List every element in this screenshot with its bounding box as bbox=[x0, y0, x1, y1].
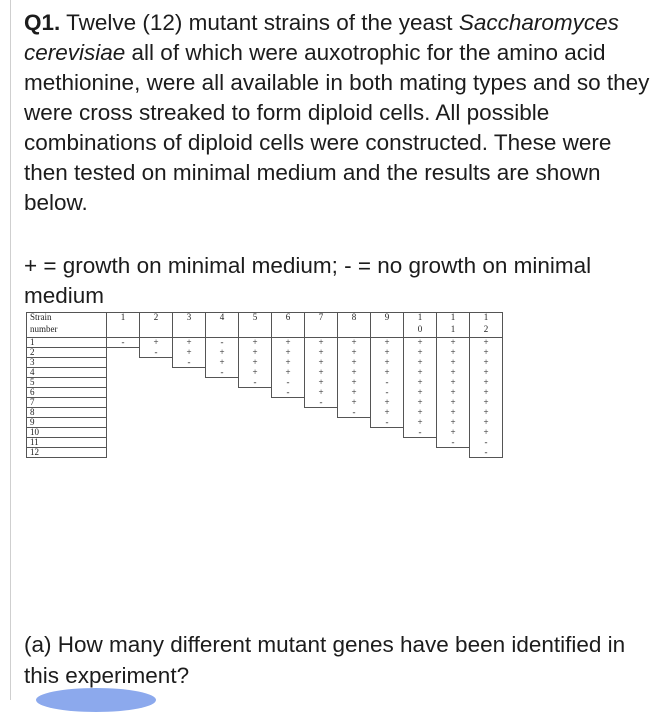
table-cell: + bbox=[239, 338, 272, 348]
table-row bbox=[27, 368, 503, 378]
table-cell bbox=[173, 418, 206, 428]
table-cell: + bbox=[239, 368, 272, 378]
table-cell bbox=[206, 398, 239, 408]
table-cell bbox=[107, 408, 140, 418]
table-row bbox=[27, 338, 503, 348]
table-cell bbox=[239, 418, 272, 428]
table-cell: + bbox=[305, 338, 338, 348]
table-cell: + bbox=[404, 388, 437, 398]
table-cell: + bbox=[272, 348, 305, 358]
table-cell: + bbox=[404, 368, 437, 378]
table-cell bbox=[107, 368, 140, 378]
table-cell bbox=[272, 408, 305, 418]
table-cell: - bbox=[140, 348, 173, 358]
table-row bbox=[27, 348, 503, 358]
table-cell: + bbox=[239, 348, 272, 358]
table-cell: + bbox=[470, 428, 503, 438]
table-cell: + bbox=[437, 338, 470, 348]
table-cell bbox=[107, 378, 140, 388]
sub-question-a: (a) How many different mutant genes have been identified in this experiment? bbox=[24, 632, 626, 688]
table-cell: + bbox=[404, 418, 437, 428]
table-cell: - bbox=[173, 358, 206, 368]
table-cell bbox=[107, 418, 140, 428]
table-cell bbox=[305, 438, 338, 448]
table-cell bbox=[173, 388, 206, 398]
table-cell bbox=[140, 358, 173, 368]
row-label: 7 bbox=[27, 398, 107, 408]
row-label: 1 bbox=[27, 338, 107, 348]
table-cell: + bbox=[470, 338, 503, 348]
table-cell: + bbox=[272, 358, 305, 368]
row-label: 2 bbox=[27, 348, 107, 358]
column-header-bottom bbox=[338, 325, 371, 338]
table-cell: + bbox=[404, 378, 437, 388]
table-cell bbox=[107, 398, 140, 408]
row-label: 3 bbox=[27, 358, 107, 368]
row-label: 5 bbox=[27, 378, 107, 388]
row-label: 4 bbox=[27, 368, 107, 378]
question-text bbox=[24, 8, 654, 218]
table-row bbox=[27, 388, 503, 398]
column-header-top: 1 bbox=[470, 313, 503, 326]
row-label: 12 bbox=[27, 448, 107, 458]
table-cell bbox=[272, 398, 305, 408]
table-cell bbox=[305, 448, 338, 458]
table-row bbox=[27, 378, 503, 388]
table-cell: + bbox=[470, 408, 503, 418]
table-cell: - bbox=[305, 398, 338, 408]
table-cell: - bbox=[470, 438, 503, 448]
table-cell bbox=[239, 388, 272, 398]
table-cell bbox=[305, 428, 338, 438]
table-cell bbox=[140, 378, 173, 388]
table-cell: + bbox=[437, 428, 470, 438]
table-cell bbox=[206, 438, 239, 448]
table-cell bbox=[107, 358, 140, 368]
table-cell bbox=[206, 408, 239, 418]
table-cell: + bbox=[437, 418, 470, 428]
table-cell bbox=[338, 438, 371, 448]
table-cell: + bbox=[470, 368, 503, 378]
table-cell: - bbox=[338, 408, 371, 418]
table-cell bbox=[206, 418, 239, 428]
column-header-bottom bbox=[107, 325, 140, 338]
column-header-top: 1 bbox=[404, 313, 437, 326]
table-cell: + bbox=[437, 348, 470, 358]
table-cell bbox=[140, 428, 173, 438]
table-cell: + bbox=[470, 348, 503, 358]
table-cell: + bbox=[470, 378, 503, 388]
table-cell: + bbox=[437, 378, 470, 388]
table-cell: + bbox=[338, 348, 371, 358]
table-cell: + bbox=[338, 398, 371, 408]
table-cell: - bbox=[272, 378, 305, 388]
table-cell bbox=[140, 418, 173, 428]
column-header-bottom: 1 bbox=[437, 325, 470, 338]
table-row bbox=[27, 438, 503, 448]
table-cell bbox=[305, 408, 338, 418]
table-cell: + bbox=[305, 368, 338, 378]
table-cell bbox=[272, 438, 305, 448]
table-cell: + bbox=[305, 378, 338, 388]
table-cell bbox=[173, 408, 206, 418]
table-cell: - bbox=[239, 378, 272, 388]
table-cell bbox=[437, 448, 470, 458]
column-header-bottom: 2 bbox=[470, 325, 503, 338]
table-cell bbox=[140, 448, 173, 458]
table-cell: + bbox=[470, 418, 503, 428]
table-cell: + bbox=[470, 358, 503, 368]
column-header-bottom: 0 bbox=[404, 325, 437, 338]
table-cell bbox=[239, 408, 272, 418]
table-cell bbox=[173, 428, 206, 438]
table-cell bbox=[107, 428, 140, 438]
table-cell bbox=[140, 408, 173, 418]
complementation-table bbox=[26, 312, 503, 458]
table-cell bbox=[371, 448, 404, 458]
table-cell bbox=[173, 438, 206, 448]
table-cell bbox=[173, 368, 206, 378]
table-cell: + bbox=[404, 398, 437, 408]
table-cell: + bbox=[371, 398, 404, 408]
table-cell bbox=[239, 438, 272, 448]
table-cell: + bbox=[173, 338, 206, 348]
table-cell: + bbox=[371, 358, 404, 368]
column-header-bottom bbox=[206, 325, 239, 338]
table-cell bbox=[404, 438, 437, 448]
table-cell: + bbox=[437, 408, 470, 418]
left-margin-rule bbox=[10, 0, 11, 700]
table-cell: + bbox=[371, 348, 404, 358]
table-cell bbox=[272, 448, 305, 458]
table-cell: + bbox=[206, 358, 239, 368]
table-cell bbox=[140, 368, 173, 378]
table-cell: + bbox=[305, 358, 338, 368]
column-header-top: 1 bbox=[437, 313, 470, 326]
table-cell bbox=[338, 428, 371, 438]
table-cell: + bbox=[338, 368, 371, 378]
table-cell bbox=[173, 448, 206, 458]
table-row bbox=[27, 408, 503, 418]
table-cell: + bbox=[338, 388, 371, 398]
table-cell: + bbox=[437, 388, 470, 398]
table-cell: + bbox=[272, 338, 305, 348]
table-cell bbox=[173, 378, 206, 388]
question-number: Q1. bbox=[24, 10, 61, 35]
column-header-top: 6 bbox=[272, 313, 305, 326]
table-cell bbox=[272, 428, 305, 438]
table-cell bbox=[140, 398, 173, 408]
header-label-number: number bbox=[27, 325, 107, 338]
column-header-top: 5 bbox=[239, 313, 272, 326]
table-cell: + bbox=[404, 338, 437, 348]
table-header-row bbox=[27, 325, 503, 338]
table-cell: - bbox=[206, 338, 239, 348]
row-label: 6 bbox=[27, 388, 107, 398]
column-header-bottom bbox=[371, 325, 404, 338]
column-header-bottom bbox=[305, 325, 338, 338]
table-cell bbox=[239, 428, 272, 438]
row-label: 11 bbox=[27, 438, 107, 448]
table-cell bbox=[338, 418, 371, 428]
table-cell bbox=[206, 388, 239, 398]
table-cell: - bbox=[470, 448, 503, 458]
table-cell: + bbox=[404, 348, 437, 358]
table-cell: + bbox=[437, 358, 470, 368]
table-cell bbox=[206, 428, 239, 438]
table-cell: + bbox=[305, 388, 338, 398]
table-cell bbox=[107, 388, 140, 398]
table-cell bbox=[107, 438, 140, 448]
table-cell bbox=[239, 398, 272, 408]
table-cell: + bbox=[338, 378, 371, 388]
table-cell: - bbox=[437, 438, 470, 448]
table-cell bbox=[272, 418, 305, 428]
table-row bbox=[27, 358, 503, 368]
table-cell: - bbox=[371, 418, 404, 428]
column-header-bottom bbox=[272, 325, 305, 338]
table-cell bbox=[371, 438, 404, 448]
table-cell: + bbox=[206, 348, 239, 358]
answer-highlight-shape bbox=[36, 688, 156, 712]
table-cell: + bbox=[404, 358, 437, 368]
table-cell: + bbox=[470, 388, 503, 398]
table-cell: + bbox=[437, 398, 470, 408]
table-cell bbox=[239, 448, 272, 458]
table-cell: + bbox=[338, 338, 371, 348]
table-cell: - bbox=[404, 428, 437, 438]
table-cell: + bbox=[437, 368, 470, 378]
column-header-top: 9 bbox=[371, 313, 404, 326]
table-cell: + bbox=[140, 338, 173, 348]
table-cell: + bbox=[404, 408, 437, 418]
header-label-strain: Strain bbox=[27, 313, 107, 326]
table-cell bbox=[140, 438, 173, 448]
table-row bbox=[27, 448, 503, 458]
table-cell bbox=[338, 448, 371, 458]
table-cell bbox=[404, 448, 437, 458]
table-cell: + bbox=[239, 358, 272, 368]
table-header-row bbox=[27, 313, 503, 326]
table-cell bbox=[107, 348, 140, 358]
table-cell: + bbox=[371, 408, 404, 418]
table-cell: + bbox=[470, 398, 503, 408]
table-cell: - bbox=[206, 368, 239, 378]
table-cell bbox=[206, 378, 239, 388]
table-row bbox=[27, 428, 503, 438]
legend-text: + = growth on minimal medium; - = no growth on minimal medium bbox=[24, 253, 592, 308]
table-cell bbox=[173, 398, 206, 408]
row-label: 10 bbox=[27, 428, 107, 438]
column-header-top: 4 bbox=[206, 313, 239, 326]
column-header-top: 8 bbox=[338, 313, 371, 326]
table-cell bbox=[107, 448, 140, 458]
column-header-top: 1 bbox=[107, 313, 140, 326]
column-header-top: 3 bbox=[173, 313, 206, 326]
table-cell: - bbox=[371, 378, 404, 388]
question-body: all of which were auxotrophic for the amino acid methionine, were all available in both mating types and so they were cross streaked to form diploid cells. All possible combinations of diploid cells were constructed. These were then tested on minimal medium and the results are shown below. bbox=[24, 40, 650, 215]
table-cell: - bbox=[272, 388, 305, 398]
column-header-bottom bbox=[140, 325, 173, 338]
column-header-bottom bbox=[173, 325, 206, 338]
table-cell bbox=[371, 428, 404, 438]
column-header-top: 2 bbox=[140, 313, 173, 326]
question-intro: Twelve (12) mutant strains of the yeast bbox=[60, 10, 459, 35]
table-cell: + bbox=[338, 358, 371, 368]
species-name: Saccharomyces cerevisiae bbox=[24, 10, 619, 65]
table-cell: - bbox=[107, 338, 140, 348]
table-cell bbox=[206, 448, 239, 458]
table-row bbox=[27, 418, 503, 428]
table-cell: + bbox=[371, 338, 404, 348]
column-header-top: 7 bbox=[305, 313, 338, 326]
table-cell: + bbox=[272, 368, 305, 378]
table-row bbox=[27, 398, 503, 408]
table-cell bbox=[305, 418, 338, 428]
row-label: 8 bbox=[27, 408, 107, 418]
table-cell bbox=[140, 388, 173, 398]
column-header-bottom bbox=[239, 325, 272, 338]
table-cell: - bbox=[371, 388, 404, 398]
table-cell: + bbox=[305, 348, 338, 358]
row-label: 9 bbox=[27, 418, 107, 428]
table-cell: + bbox=[173, 348, 206, 358]
table-cell: + bbox=[371, 368, 404, 378]
